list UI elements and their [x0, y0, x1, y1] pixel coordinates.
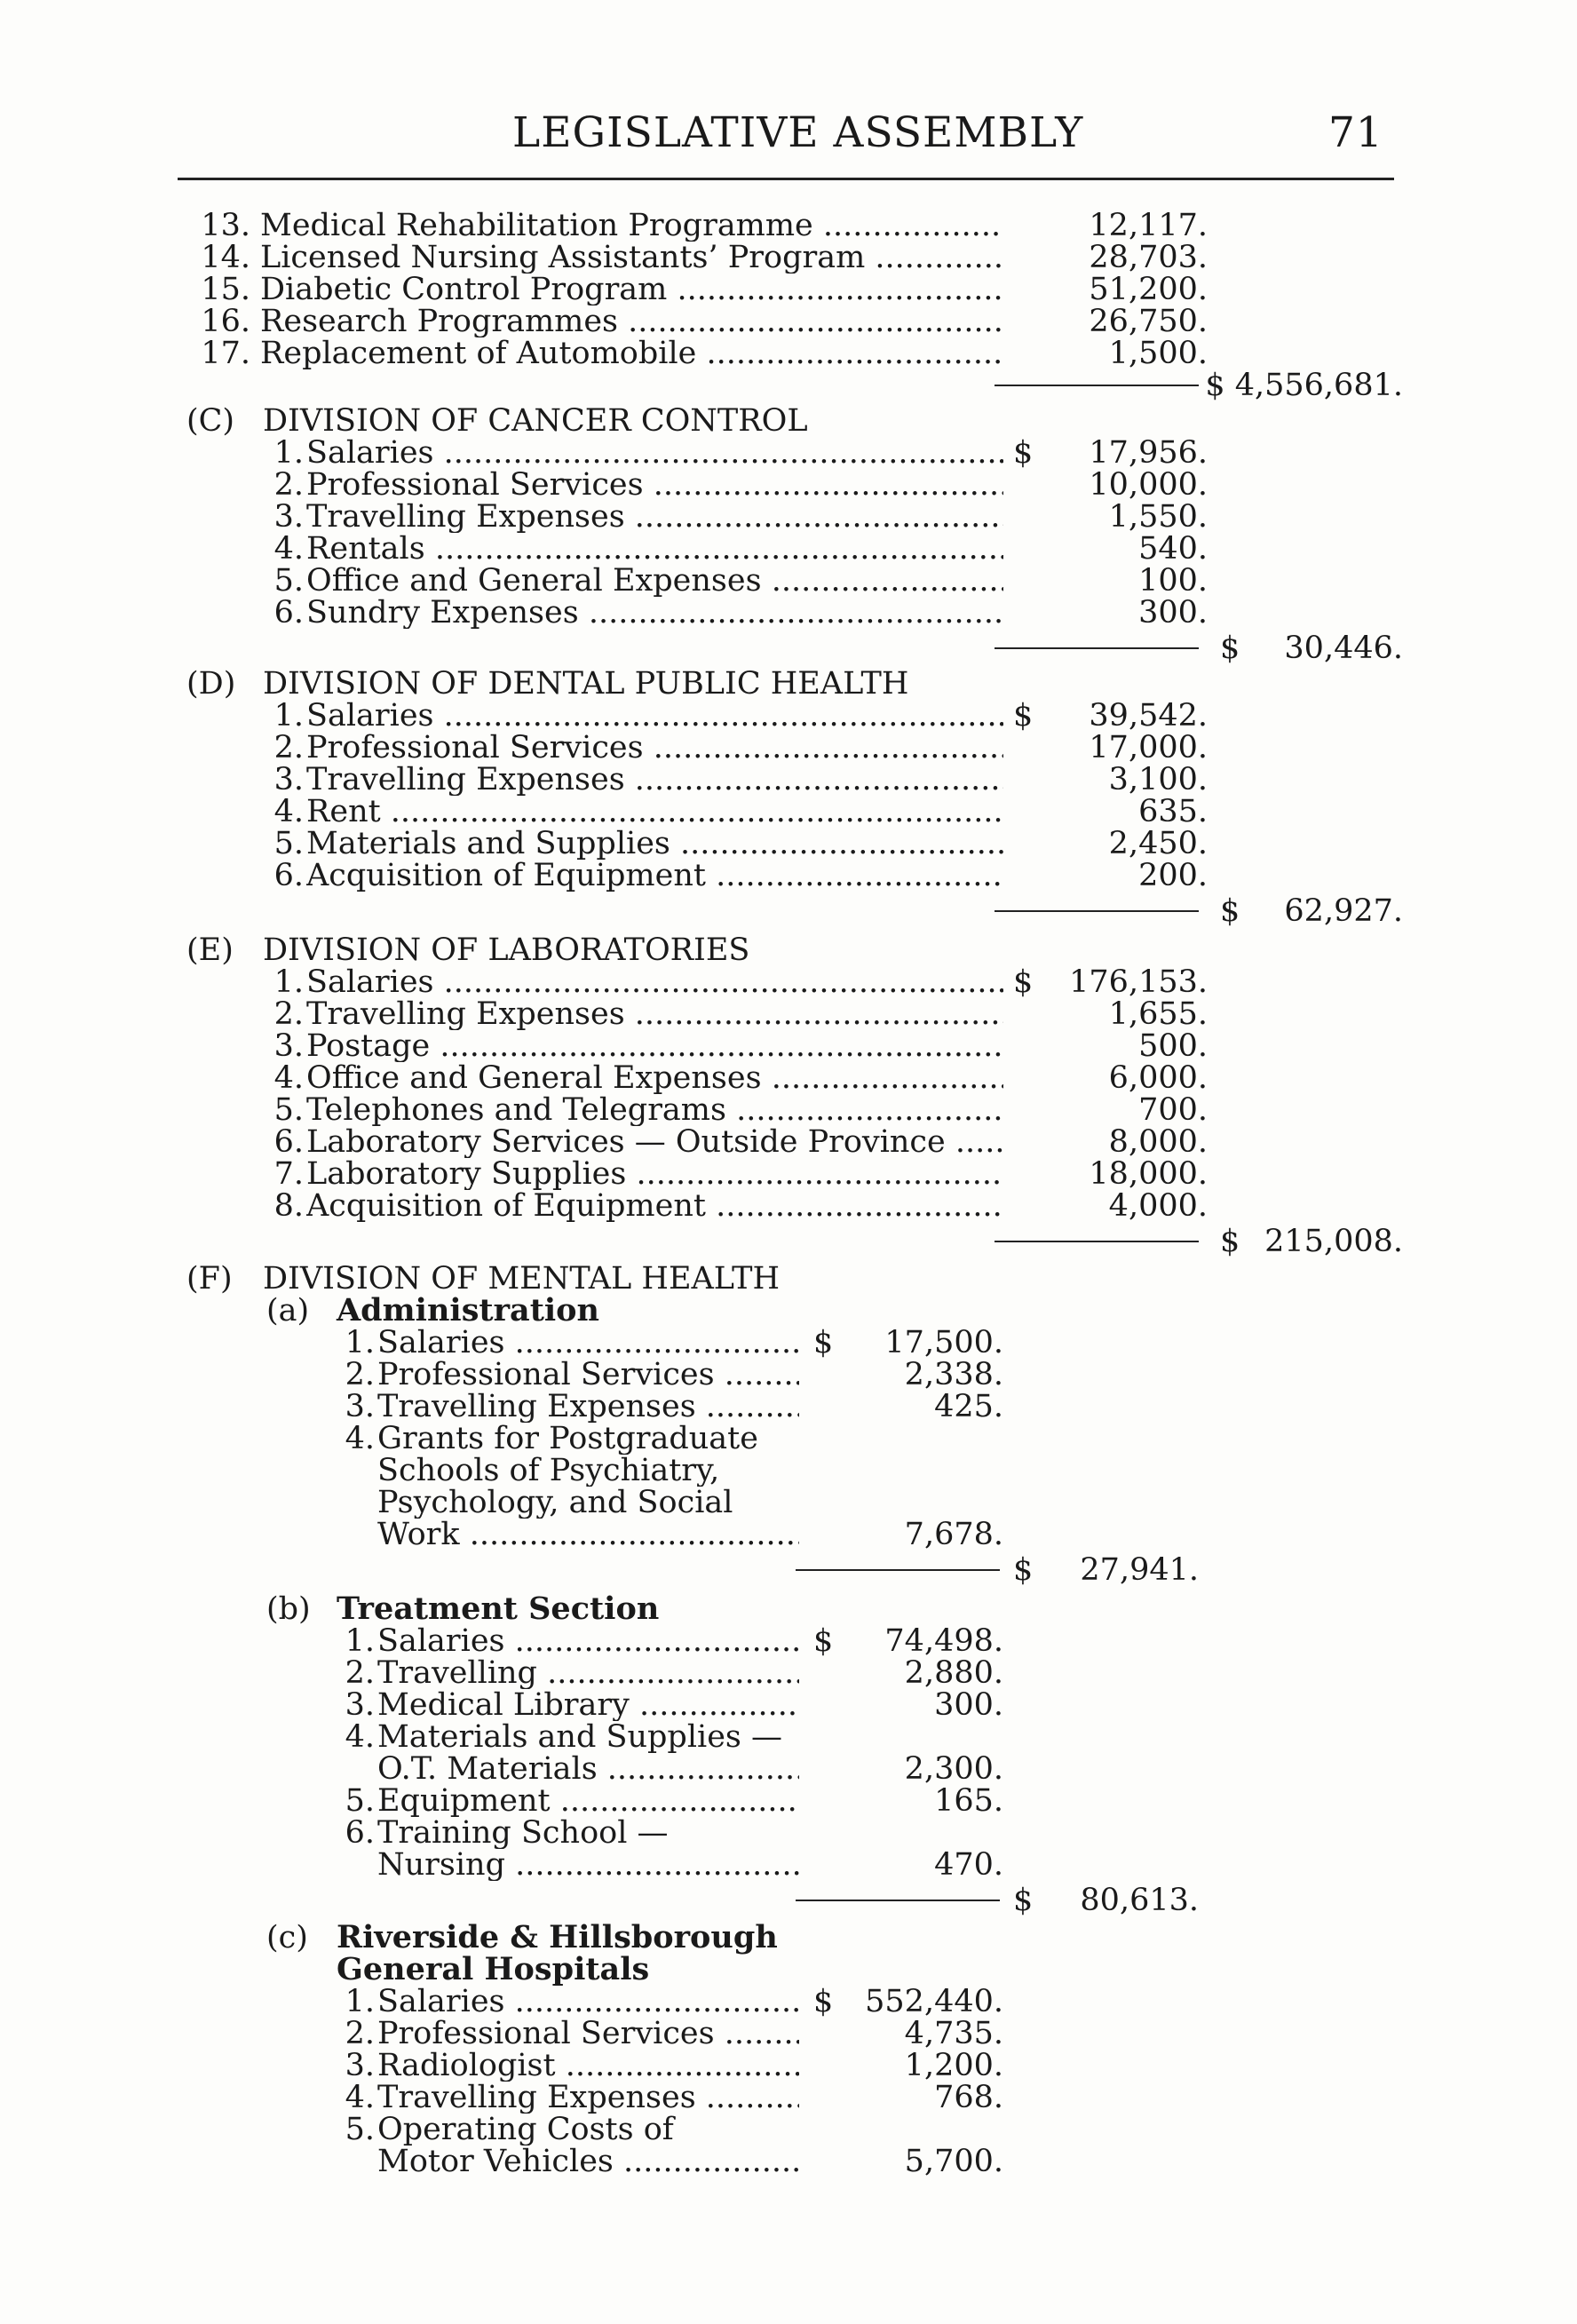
subtotal-row: $ 215,008.	[0, 1225, 1577, 1257]
subtotal-row: $ 4,556,681.	[0, 369, 1577, 401]
list-item-continued: Work ..... 7,678.	[0, 1519, 1577, 1551]
list-item: 16. Research Programmes ..... 26,750.	[0, 305, 1577, 337]
list-item: 2. Professional Services ..... 2,338.	[0, 1359, 1577, 1391]
subsection-heading-continued: General Hospitals	[337, 1951, 650, 1987]
list-item: 5. Materials and Supplies ..... 2,450.	[0, 828, 1577, 860]
subtotal-row: $ 62,927.	[0, 895, 1577, 927]
list-item: 6. Acquisition of Equipment ..... 200.	[0, 860, 1577, 892]
list-item-continued: Psychology, and Social	[377, 1487, 733, 1519]
subtotal-rule	[995, 910, 1199, 912]
list-item: 4. Rent ..... 635.	[0, 796, 1577, 828]
subsection-heading: (b) Treatment Section	[266, 1590, 660, 1627]
subtotal-rule	[995, 647, 1199, 649]
list-item: 7. Laboratory Supplies ..... 18,000.	[0, 1158, 1577, 1190]
list-item: 5. Telephones and Telegrams ..... 700.	[0, 1094, 1577, 1126]
section-heading: (E) DIVISION OF LABORATORIES	[186, 932, 750, 968]
list-item: 15. Diabetic Control Program ..... 51,200.	[0, 274, 1577, 305]
list-item: 5. Equipment ..... 165.	[0, 1785, 1577, 1817]
page-number: 71	[1328, 108, 1383, 157]
list-item: 5. Office and General Expenses ..... 100.	[0, 565, 1577, 597]
list-item-continued: Motor Vehicles ..... 5,700.	[0, 2146, 1577, 2177]
list-item: 1. Salaries ..... $ 39,542.	[0, 700, 1577, 732]
section-heading: (C) DIVISION OF CANCER CONTROL	[186, 403, 808, 439]
list-item: 13. Medical Rehabilitation Programme ..... 12,117.	[0, 210, 1577, 242]
list-item: 5. Operating Costs of	[345, 2112, 674, 2147]
list-item: 3. Travelling Expenses ..... 1,550.	[0, 501, 1577, 533]
list-item: 2. Professional Services ..... 10,000.	[0, 469, 1577, 501]
list-item: 3. Radiologist ..... 1,200.	[0, 2050, 1577, 2082]
list-item: 1. Salaries ..... $ 552,440.	[0, 1986, 1577, 2018]
list-item: 2. Professional Services ..... 4,735.	[0, 2018, 1577, 2050]
list-item: 2. Professional Services ..... 17,000.	[0, 732, 1577, 764]
list-item: 3. Travelling Expenses ..... 3,100.	[0, 764, 1577, 796]
list-item-continued: Nursing ..... 470.	[0, 1849, 1577, 1881]
list-item: 14. Licensed Nursing Assistants’ Program ..... 28,703.	[0, 242, 1577, 274]
list-item: 1. Salaries ..... $ 74,498.	[0, 1625, 1577, 1657]
list-item: 4. Grants for Postgraduate	[345, 1421, 758, 1456]
list-item: 4. Office and General Expenses ..... 6,000.	[0, 1062, 1577, 1094]
subsection-heading: (a) Administration	[266, 1292, 599, 1329]
section-heading: (D) DIVISION OF DENTAL PUBLIC HEALTH	[186, 666, 909, 702]
list-item: 3. Medical Library ..... 300.	[0, 1689, 1577, 1721]
subtotal-row: $ 30,446.	[0, 632, 1577, 664]
list-item: 4. Rentals ..... 540.	[0, 533, 1577, 565]
subtotal-row: $ 27,941.	[0, 1554, 1577, 1586]
list-item: 4. Materials and Supplies —	[345, 1719, 783, 1755]
list-item: 3. Postage ..... 500.	[0, 1030, 1577, 1062]
list-item: 3. Travelling Expenses ..... 425.	[0, 1391, 1577, 1423]
list-item: 17. Replacement of Automobile ..... 1,500.	[0, 337, 1577, 369]
subtotal-rule	[995, 1241, 1199, 1242]
subsection-heading: (c) Riverside & Hillsborough	[266, 1919, 778, 1955]
header-rule	[178, 178, 1394, 180]
list-item: 4. Travelling Expenses ..... 768.	[0, 2082, 1577, 2114]
list-item-continued: O.T. Materials ..... 2,300.	[0, 1753, 1577, 1785]
list-item-continued: Schools of Psychiatry,	[377, 1455, 720, 1487]
subtotal-row: $ 80,613.	[0, 1884, 1577, 1916]
section-heading: (F) DIVISION OF MENTAL HEALTH	[186, 1261, 781, 1297]
list-item: 2. Travelling Expenses ..... 1,655.	[0, 998, 1577, 1030]
list-item: 6. Sundry Expenses ..... 300.	[0, 597, 1577, 629]
list-item: 1. Salaries ..... $ 17,500.	[0, 1327, 1577, 1359]
list-item: 2. Travelling ..... 2,880.	[0, 1657, 1577, 1689]
page-title: LEGISLATIVE ASSEMBLY	[512, 108, 1084, 157]
list-item: 1. Salaries ..... $ 17,956.	[0, 437, 1577, 469]
list-item: 8. Acquisition of Equipment ..... 4,000.	[0, 1190, 1577, 1222]
list-item: 6. Laboratory Services — Outside Province ..... 8,000.	[0, 1126, 1577, 1158]
list-item: 6. Training School —	[345, 1815, 669, 1851]
list-item: 1. Salaries ..... $ 176,153.	[0, 966, 1577, 998]
